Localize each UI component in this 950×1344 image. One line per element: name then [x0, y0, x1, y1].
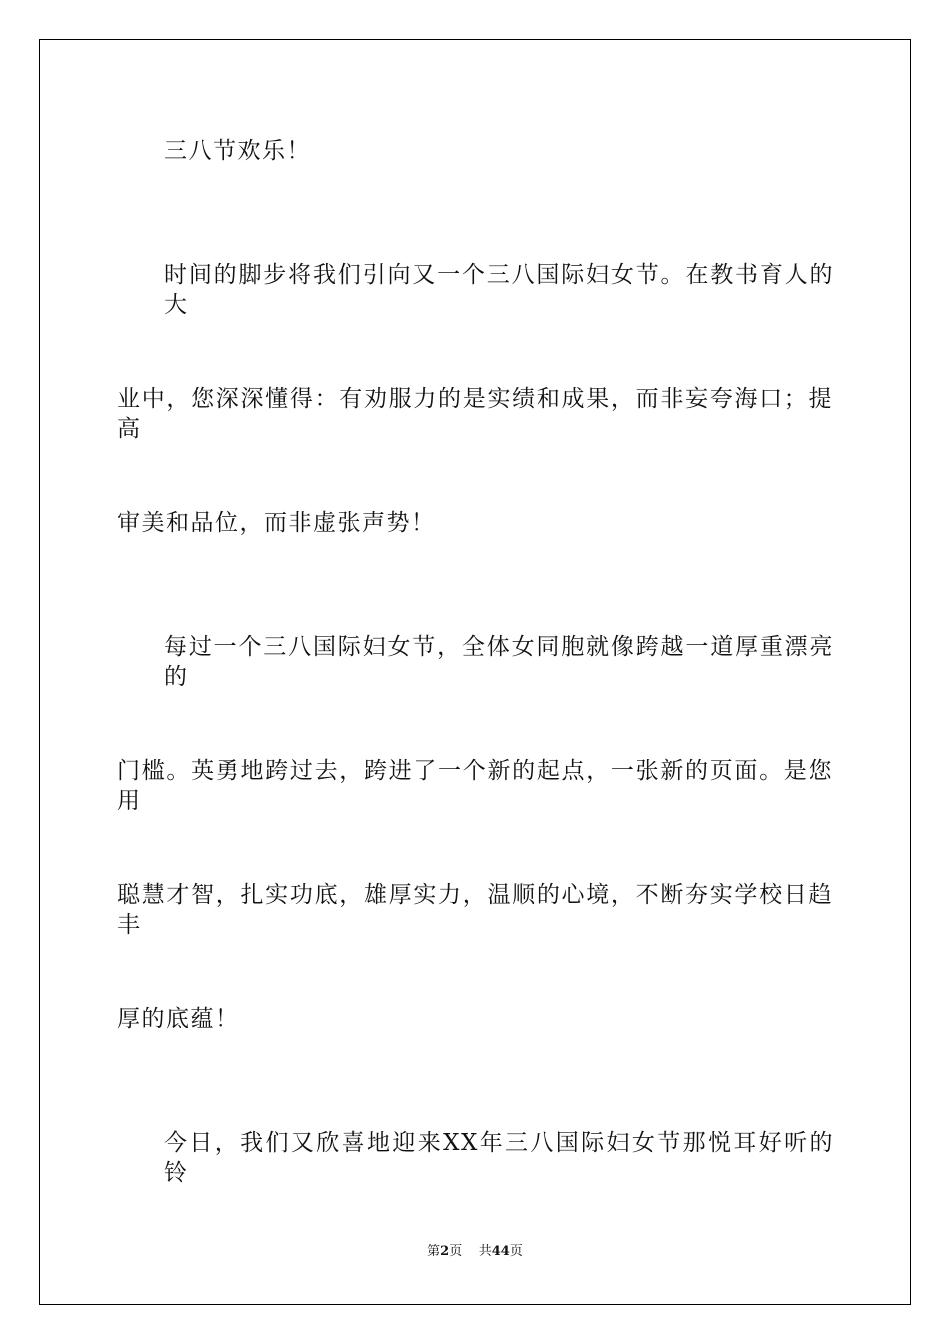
page-footer — [0, 1240, 950, 1259]
text-line-3: 业中，您深深懂得：有劝服力的是实绩和成果，而非妄夸海口；提高 — [117, 386, 833, 442]
footer-page-prefix: 第 — [427, 1244, 441, 1259]
footer-total-suffix: 页 — [509, 1244, 523, 1259]
text-line-7: 聪慧才智，扎实功底，雄厚实力，温顺的心境，不断夯实学校日趋丰 — [117, 882, 833, 938]
footer-page-suffix: 页 — [449, 1244, 463, 1259]
footer-total-prefix: 共 — [478, 1244, 492, 1259]
text-line-6: 门槛。英勇地跨过去，跨进了一个新的起点，一张新的页面。是您用 — [117, 758, 833, 814]
text-line-2: 时间的脚步将我们引向又一个三八国际妇女节。在教书育人的大 — [164, 262, 834, 318]
text-line-4: 审美和品位，而非虚张声势！ — [117, 510, 436, 536]
text-line-1: 三八节欢乐！ — [164, 138, 311, 164]
text-line-5: 每过一个三八国际妇女节，全体女同胞就像跨越一道厚重漂亮的 — [164, 634, 834, 690]
footer-page-number: 2 — [440, 1244, 450, 1259]
text-line-8: 厚的底蕴！ — [117, 1006, 240, 1032]
text-line-9: 今日，我们又欣喜地迎来XX年三八国际妇女节那悦耳好听的铃 — [164, 1130, 834, 1186]
footer-total-pages: 44 — [491, 1244, 510, 1259]
